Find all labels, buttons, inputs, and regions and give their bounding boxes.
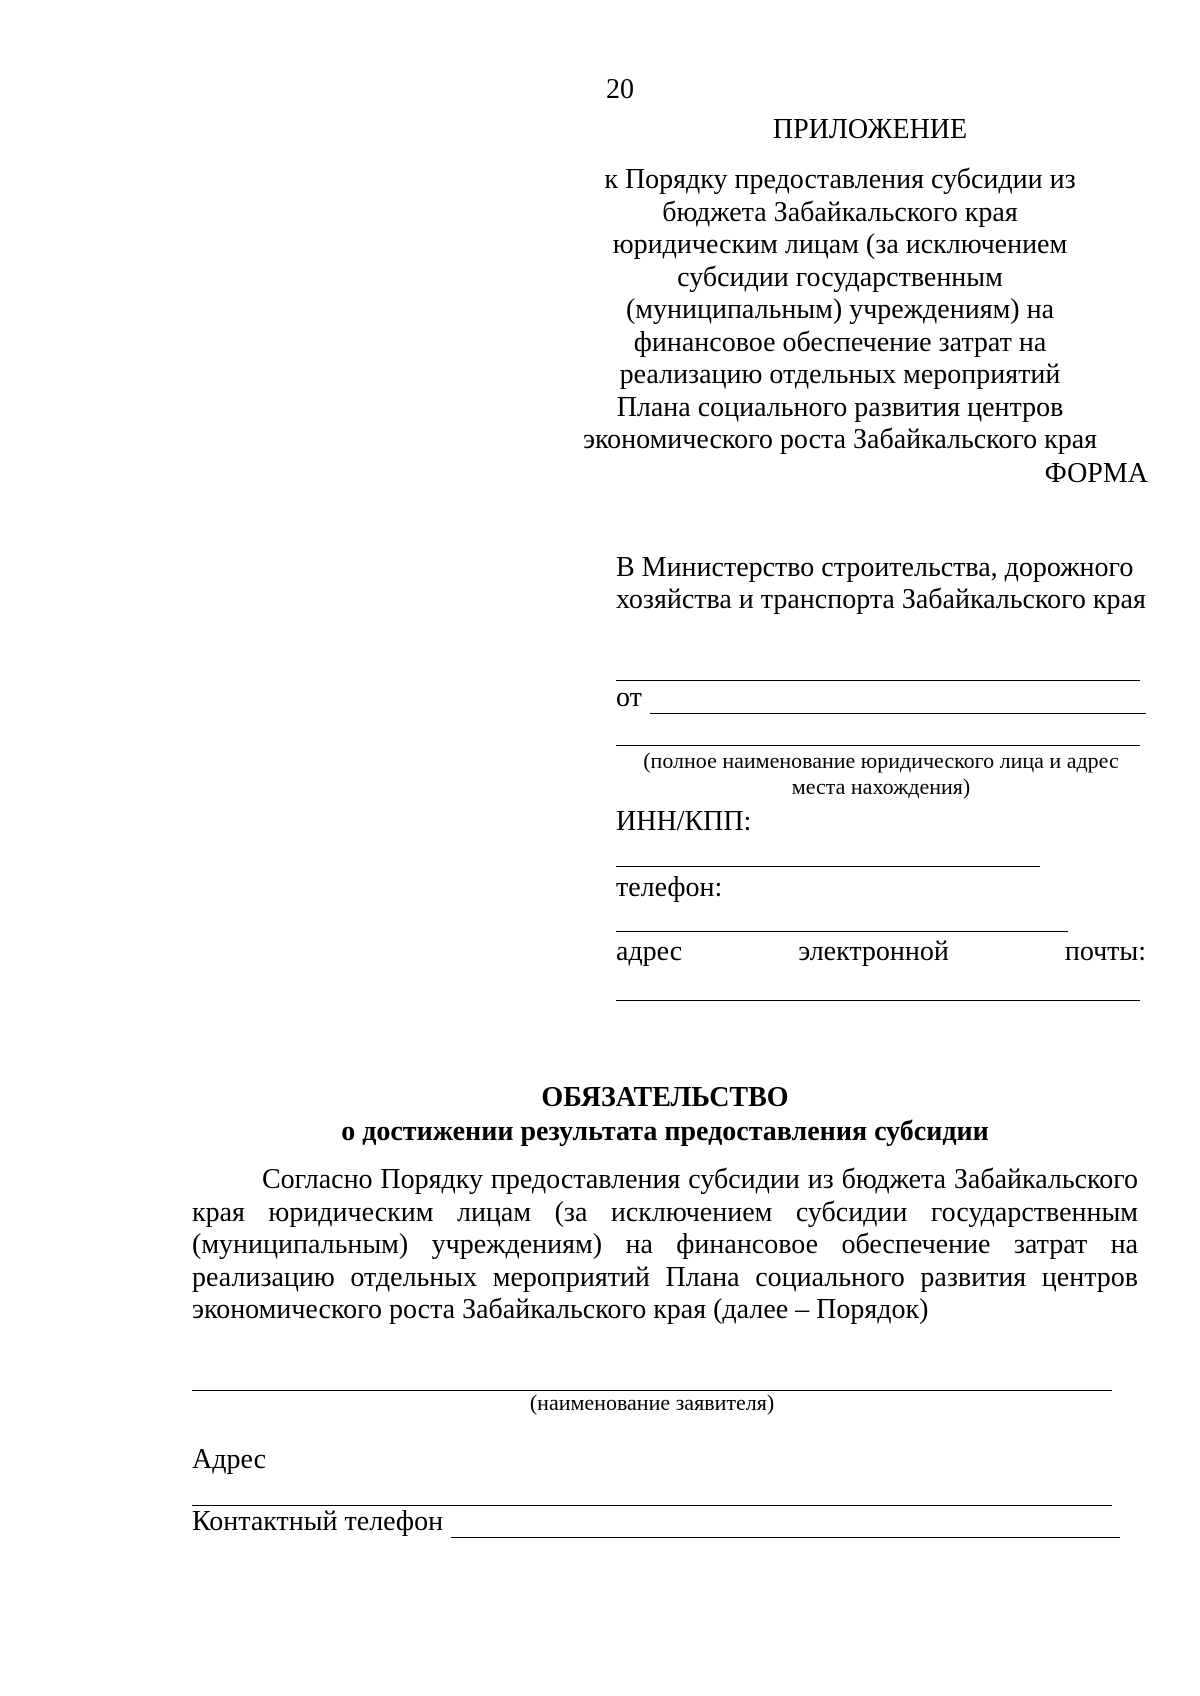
document-body — [192, 1164, 1138, 1327]
appendix-title: ПРИЛОЖЕНИЕ — [772, 114, 968, 145]
document-body-text: Согласно Порядку предоставления субсидии из бюджета Забайкальского края юридическим лицам (за исключением субсидии государственным (муниципальным) учреждениям) на финансовое обеспечение затрат на реализацию отдельных мероприятий Плана социального развития центров экономического роста Забайкальского края (далее – Порядок) — [192, 1164, 1138, 1325]
email-label — [616, 936, 1146, 968]
from-label: от — [616, 682, 642, 713]
page-number: 20 — [606, 74, 634, 105]
applicant-blank-line[interactable] — [616, 745, 1140, 746]
email-label-word-1: адрес — [616, 936, 683, 967]
inn-kpp-input-line[interactable] — [616, 866, 1040, 867]
phone-input-line[interactable] — [616, 931, 1068, 932]
email-label-word-2: электронной — [798, 936, 949, 967]
recipient-ministry: В Министерство строительства, дорожного хозяйства и транспорта Забайкальского края — [616, 552, 1146, 615]
email-label-word-3: почты: — [1064, 936, 1146, 967]
contact-phone-row — [192, 1504, 1120, 1538]
document-title: ОБЯЗАТЕЛЬСТВО — [541, 1082, 789, 1113]
phone-label: телефон: — [616, 872, 723, 903]
applicant-name-hint: (полное наименование юридического лица и адрес места нахождения) — [643, 748, 1119, 799]
address-label: Адрес — [192, 1444, 267, 1475]
email-input-line[interactable] — [616, 1000, 1140, 1001]
applicant-name-caption: (наименование заявителя) — [529, 1390, 775, 1415]
document-subtitle: о достижении результата предоставления субсидии — [341, 1116, 989, 1147]
appendix-reference-text: к Порядку предоставления субсидии из бюджета Забайкальского края юридическим лицам (за исключением субсидии государственным (муниципальным) учреждениям) на финансовое обеспечение затрат на реализацию отдельных мероприятий Плана социального развития центров экономического роста Забайкальского края — [582, 164, 1098, 455]
contact-phone-input-line[interactable] — [451, 1511, 1120, 1538]
form-label: ФОРМА — [1044, 458, 1148, 489]
from-row — [616, 680, 1146, 714]
inn-kpp-label: ИНН/КПП: — [616, 806, 752, 837]
from-input-line[interactable] — [650, 687, 1146, 714]
contact-phone-label: Контактный телефон — [192, 1506, 444, 1537]
